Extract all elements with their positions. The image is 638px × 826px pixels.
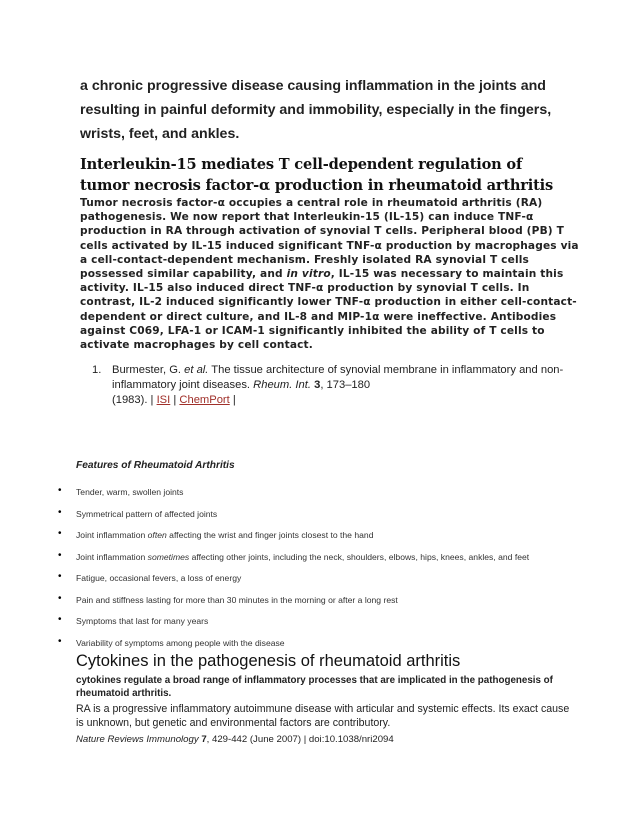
feature-item [0,486,576,498]
isi-link[interactable]: ISI [156,394,171,406]
abstract-part-2: , IL-15 was necessary to maintain this activity. IL-15 also induced direct TNF-α production by synovial T cells. In contrast, IL-2 induced significantly lower TNF-α production in either cell-contact-dependent or direct culture, and IL-8 and MIP-1α were ineffective. Antibodies against C069, LFA-1 or ICAM-1 significantly inhibited the ability of T cells to activate macrophages by cell contact. [80,268,577,352]
article-title-cytokines: Cytokines in the pathogenesis of rheumatoid arthritis [76,652,461,670]
features-list [0,486,600,658]
bullet-icon: • [58,571,62,582]
reference-number: 1. [92,364,102,376]
bullet-icon: • [58,614,62,625]
feature-text: Tender, warm, swollen joints [76,487,184,497]
bullet-icon: • [58,592,62,604]
reference-title: The tissue architecture of synovial membrane in inflammatory and non-inflammatory joint diseases. [112,364,564,391]
feature-text: Joint inflammation [76,551,148,562]
feature-text: Variability of symptoms among people with the disease [76,637,285,648]
citation-journal: Nature Reviews Immunology [76,734,199,745]
reference-etal: et al. [184,364,209,376]
reference-body [112,363,572,408]
feature-text-rest: affecting other joints, including the neck, shoulders, elbows, hips, knees, ankles, and feet [189,551,530,562]
feature-emphasis: often [147,530,167,540]
reference-pages: , 173–180 [320,379,371,391]
definition-paragraph: a chronic progressive disease causing inflammation in the joints and resulting in painful deformity and immobility, especially in the fingers, wrists, feet, and ankles. [80,78,552,142]
feature-emphasis: sometimes [147,551,190,562]
feature-item [0,572,576,584]
bullet-icon: • [58,635,62,647]
features-heading: Features of Rheumatoid Arthritis [76,460,235,471]
bullet-icon: • [58,485,62,496]
feature-text-rest: affecting the wrist and finger joints closest to the hand [166,530,374,540]
feature-text: Symptoms that last for many years [76,616,209,626]
reference-year: (1983). [112,394,148,406]
reference-separator-1: | [147,394,157,406]
bullet-icon: • [58,528,62,539]
reference-volume: 3 [314,379,321,391]
citation-rest: , 429-442 (June 2007) | doi:10.1038/nri2094 [206,734,394,745]
feature-text: Fatigue, occasional fevers, a loss of energy [76,573,242,583]
reference-item [92,363,572,408]
abstract-part-1: Tumor necrosis factor-α occupies a central role in rheumatoid arthritis (RA) pathogenesis. We now report that Interleukin-15 (IL-15) can induce TNF-α production in RA through activation of synovial T cells. Peripheral blood (PB) T cells activated by IL-15 induced significant TNF-α production by macrophages via a cell-contact-dependent mechanism. Freshly isolated RA synovial T cells possessed similar capability, and [80,197,579,281]
article-subtitle: cytokines regulate a broad range of inflammatory processes that are implicated in the pathogenesis of rheumatoid arthritis. [76,675,553,699]
reference-separator-2: | [170,394,180,406]
article-citation [76,734,576,745]
feature-item [0,637,576,649]
feature-item [0,508,576,520]
citation-volume: 7 [201,734,207,745]
reference-separator-3: | [229,394,236,406]
feature-text: Joint inflammation [76,530,148,540]
bullet-icon: • [58,506,62,518]
feature-item [0,529,576,541]
feature-item [0,615,576,627]
feature-text: Pain and stiffness lasting for more than 30 minutes in the morning or after a long rest [76,594,398,605]
article-title-interleukin: Interleukin-15 mediates T cell-dependent regulation of tumor necrosis factor-α production in rheumatoid arthritis [80,156,554,194]
feature-text: Symmetrical pattern of affected joints [76,508,218,519]
feature-item [0,551,576,563]
reference-authors: Burmester, G. [112,364,185,376]
article-paragraph: RA is a progressive inflammatory autoimmune disease with articular and systemic effects. Its exact cause is unknown, but genetic and environmental factors are contributory. [76,703,570,729]
chemport-link[interactable]: ChemPort [179,394,230,406]
reference-journal: Rheum. Int. [253,379,311,391]
abstract-in-vitro: in vitro [286,268,331,281]
feature-item [0,594,576,606]
bullet-icon: • [58,549,62,561]
article-abstract [80,196,580,352]
